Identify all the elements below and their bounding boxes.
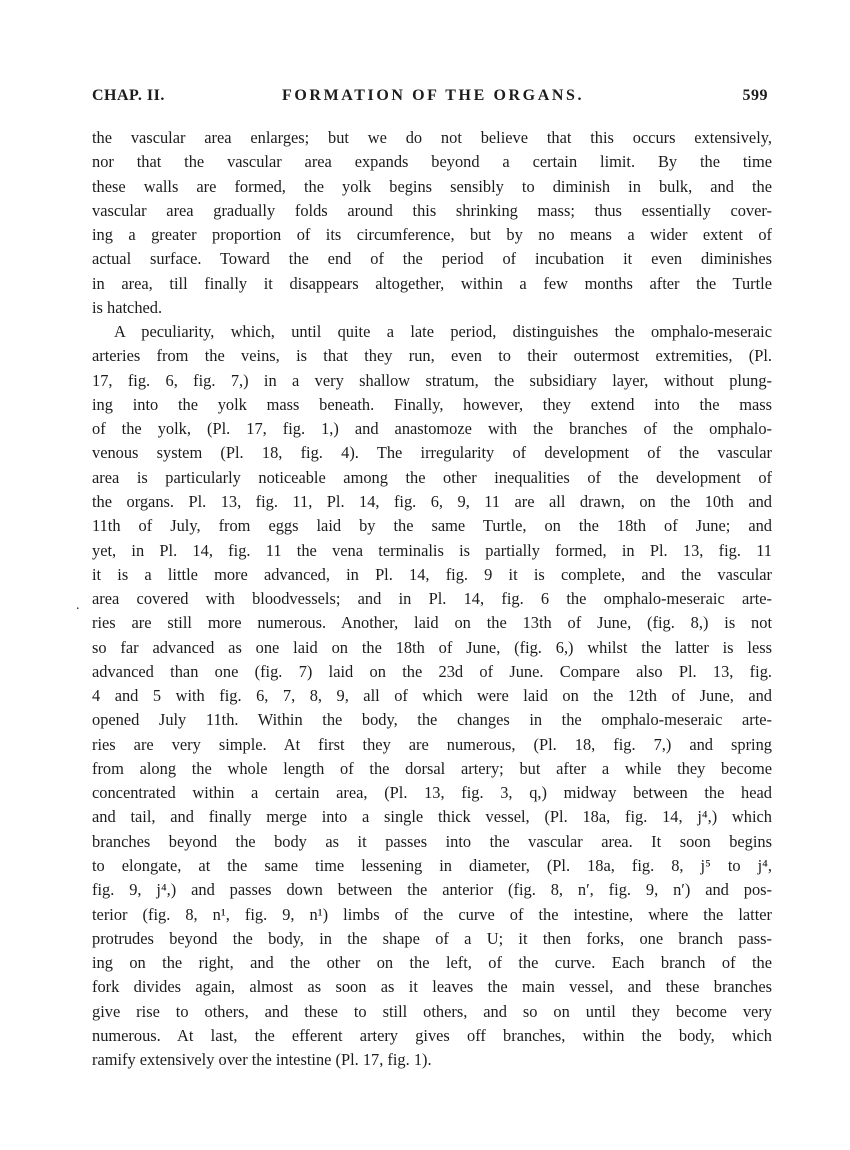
page-number: 599 [742,87,768,104]
text-line: of the yolk, (Pl. 17, fig. 1,) and anastomoze with the branches of the omphalo- [92,419,772,439]
text-line: it is a little more advanced, in Pl. 14, fig. 9 it is complete, and the vascular [92,564,772,584]
text-line: opened July 11th. Within the body, the changes in the omphalo-meseraic arte- [92,710,772,730]
text-line: ing a greater proportion of its circumference, but by no means a wider extent of [92,225,772,245]
text-line: and tail, and finally merge into a single thick vessel, (Pl. 18a, fig. 14, j⁴,) which [92,807,772,827]
text-line: these walls are formed, the yolk begins sensibly to diminish in bulk, and the [92,176,772,196]
text-line: ries are still more numerous. Another, laid on the 13th of June, (fig. 8,) is not [92,613,772,633]
text-line: actual surface. Toward the end of the period of incubation it even diminishes [92,249,772,269]
text-line: area covered with bloodvessels; and in Pl. 14, fig. 6 the omphalo-meseraic arte- [92,589,772,609]
margin-mark: . [76,598,80,613]
text-line: 4 and 5 with fig. 6, 7, 8, 9, all of which were laid on the 12th of June, and [92,686,772,706]
body-text [92,126,772,1072]
text-line: arteries from the veins, is that they run, even to their outermost extremities, (Pl. [92,346,772,366]
text-line: ramify extensively over the intestine (Pl. 17, fig. 1). [92,1050,432,1070]
text-line: vascular area gradually folds around this shrinking mass; thus essentially cover- [92,200,772,220]
text-line: concentrated within a certain area, (Pl. 13, fig. 3, q,) midway between the head [92,783,772,803]
text-line: fork divides again, almost as soon as it leaves the main vessel, and these branches [92,977,772,997]
text-line: from along the whole length of the dorsal artery; but after a while they become [92,758,772,778]
text-line: area is particularly noticeable among the other inequalities of the development of [92,467,772,487]
text-line: ing into the yolk mass beneath. Finally, however, they extend into the mass [92,394,772,414]
text-line: is hatched. [92,297,163,317]
text-line: yet, in Pl. 14, fig. 11 the vena terminalis is partially formed, in Pl. 13, fig. 11 [92,540,772,560]
text-line: ing on the right, and the other on the left, of the curve. Each branch of the [92,953,772,973]
text-line: terior (fig. 8, n¹, fig. 9, n¹) limbs of the curve of the intestine, where the latter [92,904,772,924]
text-line: fig. 9, j⁴,) and passes down between the anterior (fig. 8, n′, fig. 9, n′) and pos- [92,880,772,900]
text-line: 17, fig. 6, fig. 7,) in a very shallow stratum, the subsidiary layer, without plung- [92,370,772,390]
text-line: advanced than one (fig. 7) laid on the 23d of June. Compare also Pl. 13, fig. [92,661,772,681]
text-line: A peculiarity, which, until quite a late period, distinguishes the omphalo-meseraic [114,322,772,342]
text-line: in area, till finally it disappears altogether, within a few months after the Turtle [92,273,772,293]
running-title: FORMATION OF THE ORGANS. [282,87,585,104]
text-line: numerous. At last, the efferent artery gives off branches, within the body, which [92,1025,772,1045]
text-line: give rise to others, and these to still others, and so on until they become very [92,1001,772,1021]
text-line: to elongate, at the same time lessening in diameter, (Pl. 18a, fig. 8, j⁵ to j⁴, [92,855,772,875]
text-line: venous system (Pl. 18, fig. 4). The irregularity of development of the vascular [92,443,772,463]
running-header [92,84,768,108]
text-line: so far advanced as one laid on the 18th of June, (fig. 6,) whilst the latter is less [92,637,772,657]
chapter-label: CHAP. II. [92,87,165,104]
text-line: 11th of July, from eggs laid by the same Turtle, on the 18th of June; and [92,516,772,536]
text-line: nor that the vascular area expands beyond a certain limit. By the time [92,152,772,172]
text-line: the organs. Pl. 13, fig. 11, Pl. 14, fig. 6, 9, 11 are all drawn, on the 10th and [92,491,772,511]
text-line: protrudes beyond the body, in the shape of a U; it then forks, one branch pass- [92,928,772,948]
text-line: branches beyond the body as it passes into the vascular area. It soon begins [92,831,772,851]
text-line: ries are very simple. At first they are numerous, (Pl. 18, fig. 7,) and spring [92,734,772,754]
text-line: the vascular area enlarges; but we do not believe that this occurs extensively, [92,128,772,147]
